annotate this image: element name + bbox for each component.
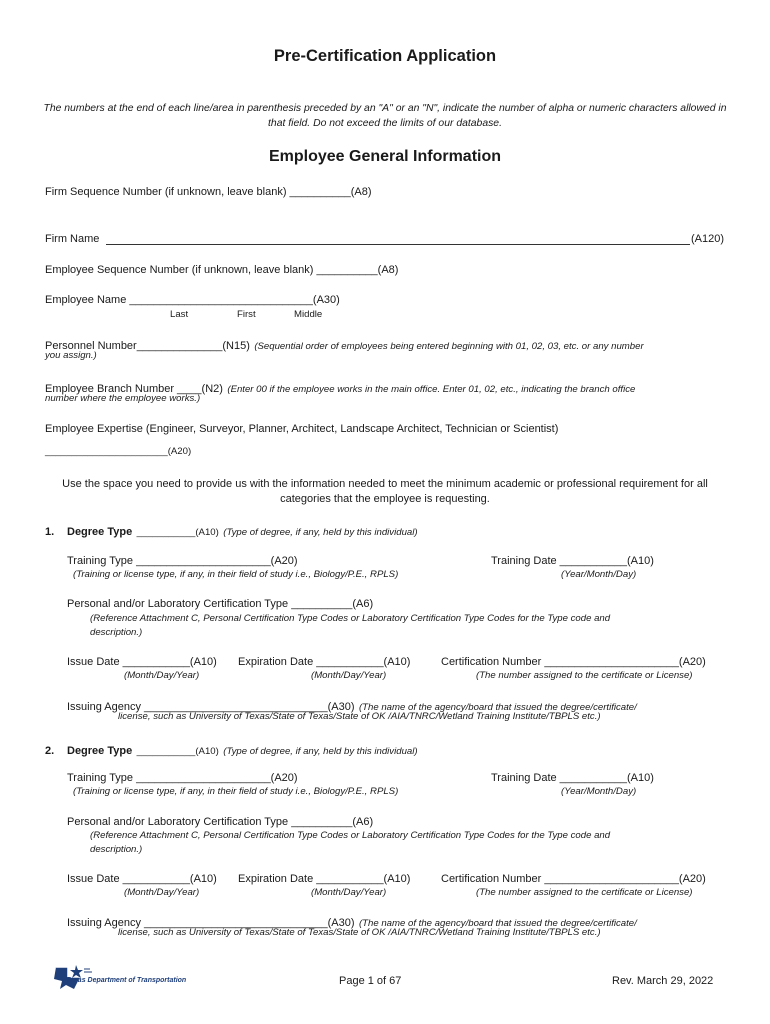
degree-1-line[interactable]: ___________(A10) [136,527,219,538]
txdot-logo [50,963,210,993]
name-last-label: Last [170,309,189,320]
personnel-number-note-2: you assign.) [45,350,97,361]
degree-2-training-date[interactable]: Training Date ___________(A10) [491,772,654,784]
personnel-number-row [45,336,644,354]
logo-text: Texas Department of Transportation [66,977,187,984]
degree-1-issue-date-note: (Month/Day/Year) [124,670,200,681]
section-title: Employee General Information [268,148,502,165]
personnel-number-field[interactable]: Personnel Number______________(N15) [45,340,250,352]
degree-1-training-date-note: (Year/Month/Day) [561,569,637,580]
intro-note: The numbers at the end of each line/area in parenthesis preceded by an "A" or an "N", indicate the number of alpha or numeric characters allowed in that field. Do not exceed the limits of our database. [43,103,727,129]
degree-1-cert-type-note-2: description.) [90,627,143,638]
degree-2-training-type[interactable]: Training Type ______________________(A20) [67,772,298,784]
degree-2-cert-number-note: (The number assigned to the certificate or License) [476,887,693,898]
degree-2-agency[interactable]: Issuing Agency ______________________________(A30) [67,917,355,929]
degree-1-cert-number[interactable]: Certification Number ______________________(A20) [441,656,706,668]
degree-1-expiration-date[interactable]: Expiration Date ___________(A10) [238,656,411,668]
degree-1-label: Degree Type [67,526,133,538]
firm-name-line[interactable] [106,244,690,245]
employee-sequence-field[interactable]: Employee Sequence Number (if unknown, leave blank) __________(A8) [45,264,399,276]
personnel-number-note: (Sequential order of employees being entered beginning with 01, 02, 03, etc. or any number [254,341,644,352]
degree-2-issue-date[interactable]: Issue Date ___________(A10) [67,873,217,885]
degree-1-cert-type-note: (Reference Attachment C, Personal Certification Type Codes or Laboratory Certification Type Codes for the Type code and [90,613,611,624]
degree-2-issue-date-note: (Month/Day/Year) [124,887,200,898]
degree-1-row [45,522,418,540]
degree-1-training-type-note: (Training or license type, if any, in their field of study i.e., Biology/P.E., RPLS) [73,569,399,580]
degree-1-training-type[interactable]: Training Type ______________________(A20) [67,555,298,567]
degree-1-expiration-date-note: (Month/Day/Year) [311,670,387,681]
degree-1-issue-date[interactable]: Issue Date ___________(A10) [67,656,217,668]
degree-1-cert-number-note: (The number assigned to the certificate or License) [476,670,693,681]
degree-2-agency-note: (The name of the agency/board that issued the degree/certificate/ [358,918,637,929]
degree-1-note: (Type of degree, if any, held by this individual) [223,527,418,538]
degree-2-agency-note-2: license, such as University of Texas/State of Texas/State of OK /AIA/TNRC/Wetland Training Institute/TBPLS etc.) [118,927,601,938]
employee-expertise-label: Employee Expertise (Engineer, Surveyor, Planner, Architect, Landscape Architect, Technician or Scientist) [45,423,559,435]
employee-name-field[interactable]: Employee Name ______________________________(A30) [45,294,340,306]
employee-expertise-field[interactable]: _______________________(A20) [45,446,192,457]
branch-number-note: (Enter 00 if the employee works in the main office. Enter 01, 02, etc., indicating the branch office [227,384,636,395]
page-title: Pre-Certification Application [273,47,497,65]
revision-date: Rev. March 29, 2022 [612,975,714,987]
degree-2-training-type-note: (Training or license type, if any, in their field of study i.e., Biology/P.E., RPLS) [73,786,399,797]
degree-2-training-date-note: (Year/Month/Day) [561,786,637,797]
degree-1-agency-note-2: license, such as University of Texas/State of Texas/State of OK /AIA/TNRC/Wetland Training Institute/TBPLS etc.) [118,711,601,722]
degree-2-note: (Type of degree, if any, held by this individual) [223,746,418,757]
degree-2-label: Degree Type [67,745,133,757]
firm-name-code: (A120) [691,233,725,245]
degree-1-number: 1. [45,526,55,538]
degree-2-expiration-date[interactable]: Expiration Date ___________(A10) [238,873,411,885]
degree-1-training-date[interactable]: Training Date ___________(A10) [491,555,654,567]
degree-2-expiration-date-note: (Month/Day/Year) [311,887,387,898]
degree-2-cert-type-note: (Reference Attachment C, Personal Certification Type Codes or Laboratory Certification Type Codes for the Type code and [90,830,611,841]
branch-number-note-2: number where the employee works.) [45,393,201,404]
branch-number-field[interactable]: Employee Branch Number ____(N2) [45,383,223,395]
degree-2-cert-type-note-2: description.) [90,844,143,855]
name-middle-label: Middle [294,309,323,320]
degree-1-agency-note: (The name of the agency/board that issued the degree/certificate/ [358,702,637,713]
degree-2-number: 2. [45,745,55,757]
degree-1-cert-type[interactable]: Personal and/or Laboratory Certification Type __________(A6) [67,598,374,610]
name-first-label: First [237,309,256,320]
degree-2-cert-type[interactable]: Personal and/or Laboratory Certification Type __________(A6) [67,816,374,828]
instructions-text: Use the space you need to provide us with the information needed to meet the minimum academic or professional requirement for all categories that the employee is requesting. [62,478,708,505]
degree-2-line[interactable]: ___________(A10) [136,746,219,757]
degree-2-cert-number[interactable]: Certification Number ______________________(A20) [441,873,706,885]
degree-2-row [45,741,418,759]
degree-1-agency[interactable]: Issuing Agency ______________________________(A30) [67,701,355,713]
firm-sequence-field[interactable]: Firm Sequence Number (if unknown, leave blank) __________(A8) [45,186,372,198]
firm-name-label: Firm Name [45,233,100,245]
page-number: Page 1 of 67 [339,975,402,987]
